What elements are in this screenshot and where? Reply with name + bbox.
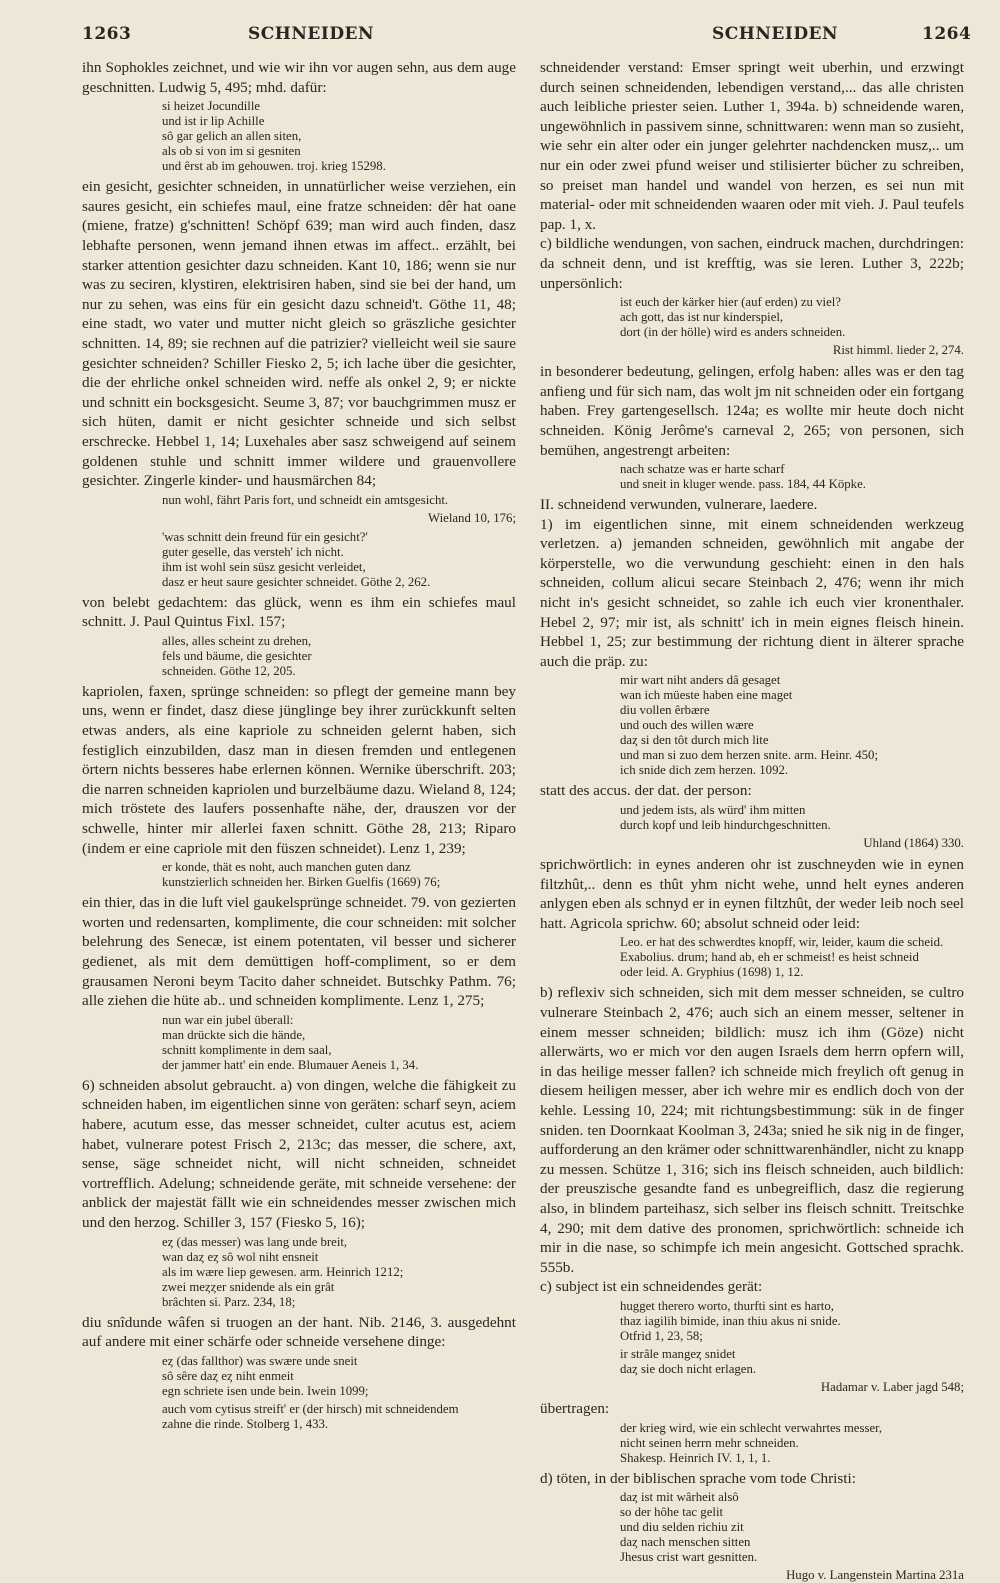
- entry-paragraph: diu snîdunde wâfen si truogen an der hant. Nib. 2146, 3. ausgedehnt auf andere mit einer schärfe oder schneide versehene dinge:: [82, 1313, 516, 1351]
- entry-paragraph: in besonderer bedeutung, gelingen, erfolg haben: alles was er den tag anfieng und für sich nam, das wolt jm nit schneiden oder ein fortgang haben. Frey gartengesellsch. 124a; es wollte mir heute doch nicht schneiden. König Jerôme's carneval 2, 265; von personen, sich bemühen, angestrengt arbeiten:: [540, 363, 964, 459]
- entry-paragraph: ein thier, das in die luft viel gaukelsprünge schneidet. 79. von gezierten worten und redensarten, komplimente, die cour schneiden: mit solcher belehrung des Senecæ, ist einem potentaten, vil besser und sicherer gedienet, als mit dem demüttigen hoff-compliment, so er dem grausamen Neroni beym Tacito daher schneidet. Butschky Pathm. 76; alle ziehen die hüte ab.. und schneiden komplimente. Lenz 1, 275;: [82, 894, 516, 1010]
- entry-paragraph: von belebt gedachtem: das glück, wenn es ihm ein schiefes maul schnitt. J. Paul Quintus Fixl. 157;: [82, 593, 516, 631]
- quotation: alles, alles scheint zu drehen, fels und bäume, die gesichter schneiden. Göthe 12, 205.: [162, 633, 312, 678]
- citation: Wieland 10, 176;: [428, 510, 516, 525]
- quotation: nun war ein jubel überall: man drückte sich die hände, schnitt komplimente in dem saal, der jammer hatt' ein ende. Blumauer Aeneis 1, 34.: [162, 1012, 419, 1072]
- entry-paragraph: kapriolen, faxen, sprünge schneiden: so pflegt der gemeine mann bey uns, wenn er findet, dasz diese jünglinge bey ihrer zurückkunft selten etwas anders, als eine kapriole zu schneiden gelernt haben, sich festiglich einzubilden, dasz man in diesen fremden und entlegenen örtern nichts besseres habe erlernen können. Wernike überschrift. 203; die narren schneiden kapriolen und burzelbäume dazu. Wieland 8, 124; mich tröstete des laufers possenhafte nähe, der, drauszen vor der schwelle, hinter mir allerlei faxen schnitt. Göthe 28, 213; Riparo (indem er eine capriole mit den füszen schneidet). Lenz 1, 239;: [82, 682, 516, 857]
- entry-paragraph: ein gesicht, gesichter schneiden, in unnatürlicher weise verziehen, ein saures gesicht, ein schiefes maul, eine fratze schneiden: dêr hat oane (miene, fratze) g'schnitten! Schöpf 639; man wird auch finden, dasz lebhafte personen, wenn jemand ihnen etwas im affect.. erzählt, bei starker attention gesichter dazu schneiden. Kant 10, 186; wenn sie nur was zu seciren, klystiren, elektrisiren haben, sind sie bei der hand, um nur zu sehen, was eins für ein gesicht dazu schneid't. Göthe 11, 48; eine stadt, wo vater und mutter nicht gleich so gräszliche gesichter schnitten. 14, 89; sie rechnen auf die patrizier? vielleicht weil sie saure gesichter schneiden? Schiller Fiesko 2, 5; ich lache über die gesichter, die der ehrliche onkel schneiden wird. neffe als onkel 2, 9; er nickte und schnitt ein bocksgesicht. Seume 3, 87; vor bauchgrimmen musz er sich hüten, damit er nicht gesichter schneide und sich selbst erschrecke. Hebbel 1, 14; Luxehales aber sasz schweigend auf seinem goldenen stuhle und schnitt immer wildere und grauenvollere gesichter. Zingerle kinder- und hausmärchen 84;: [82, 178, 516, 490]
- entry-paragraph: d) töten, in der biblischen sprache vom tode Christi:: [540, 1469, 856, 1487]
- citation: Hadamar v. Laber jagd 548;: [820, 1379, 964, 1394]
- quotation: mir wart niht anders dâ gesaget wan ich müeste haben eine maget diu vollen êrbære und ouch des willen wære daȥ si den tôt durch mich lite und man si zuo dem herzen snite. arm. Heinr. 450; ich snide dich zem herzen. 1092.: [620, 673, 879, 778]
- quotation: nach schatze was er harte scharf und sneit in kluger wende. pass. 184, 44 Köpke.: [620, 462, 866, 492]
- right-page-number: 1264: [922, 24, 972, 44]
- entry-paragraph: sprichwörtlich: in eynes anderen ohr ist zuschneyden wie in eynen filtzhût,.. denn es thût yhm nicht wehe, unnd helt eynes anderen anlygen eben als schnyd er in eynen filtzhût, der weder leib noch seel hatt. Agricola sprichw. 60; absolut schneid oder leid:: [540, 856, 964, 932]
- quotation: 'was schnitt dein freund für ein gesicht?' guter geselle, das versteh' ich nicht. ihm ist wohl sein süsz gesicht verleidet, dasz er heut saure gesichter schneidet. Göthe 2, 262.: [162, 529, 431, 589]
- entry-paragraph: b) reflexiv sich schneiden, sich mit dem messer schneiden, se cultro vulnerare Steinbach 2, 476; auch sich an einem messer, seltener in einem messer schneiden; bildlich: musz ich ihm (Göze) nicht allerwärts, wo er mich vor den augen Israels dem herrn opfern will, in das heilige messer fallen? ich schneide mich freylich oft genug in diesem heiligen messer, aber ich wehre mir es endlich doch von der kehle. Lessing 10, 224; mit richtungsbestimmung: sük in de finger sniden. ten Doornkaat Koolman 3, 243a; snied he sik nig in de finger, aufforderung an den krämer oder schnittwarenhändler, nicht zu knapp zu messen. Schütze 1, 316; sich ins fleisch schneiden, auch bildlich: der preuszische gesandte fand es unbegreiflich, dasz die regierung also, in blindem parteihasz, sich selber ins fleisch schnitt. Treitschke 4, 290; mit dem dative des pronomen, sprichwörtlich: schneide ich mir in die nase, so schimpfe ich mein angesicht. Gottsched sprachk. 555b.: [540, 984, 964, 1276]
- quotation: ir strâle mangeȥ snidet daȥ sie doch nicht erlagen.: [620, 1346, 757, 1376]
- entry-paragraph: 1) im eigentlichen sinne, mit einem schneidenden werkzeug verletzen. a) jemanden schneiden, gewöhnlich mit angabe der körperstelle, wo die verwundung geschieht: einen in den hals schneiden, collum alicui secare Steinbach 2, 476; wenn ihr mich nicht in's gesicht schneidet, so zahle ich euch vier kronenthaler. Hebel 2, 97; mir ist, als schnitt' ich in mein eignes fleisch hinein. Hebbel 1, 25; zur bestimmung der richtung dient in älterer sprache auch die präp. zu:: [540, 515, 964, 670]
- entry-paragraph: statt des accus. der dat. der person:: [540, 782, 752, 800]
- quotation: und jedem ists, als würd' ihm mitten durch kopf und leib hindurchgeschnitten.: [620, 803, 831, 833]
- quotation: ist euch der kärker hier (auf erden) zu viel? ach gott, das ist nur kinderspiel, dort (in der hölle) wird es anders schneiden.: [620, 295, 846, 340]
- right-column: [540, 58, 964, 1583]
- entry-paragraph: ihn Sophokles zeichnet, und wie wir ihn vor augen sehn, aus dem auge geschnitten. Ludwig 5, 495; mhd. dafür:: [82, 59, 516, 96]
- citation: Rist himml. lieder 2, 274.: [832, 343, 964, 358]
- quotation: eȥ (das messer) was lang unde breit, wan daȥ eȥ sô wol niht ensneit als im wære liep gewesen. arm. Heinrich 1212; zwei meȥȥer snidende als ein grât brâchten si. Parz. 234, 18;: [162, 1234, 404, 1309]
- entry-paragraph: 6) schneiden absolut gebraucht. a) von dingen, welche die fähigkeit zu schneiden haben, im eigentlichen sinne von geräten: scharf seyn, aciem habere, acutum esse, das messer schneidet, culter acutus est, aciem habet, vulnerare potest Frisch 2, 213c; das messer, die schere, axt, sense, säge schneidet nicht, will nicht schneiden, schneidet vortrefflich. Adelung; schneidende geräte, mit schneide versehene: der anblick der majestät fällt wie ein schneidendes messer zwischen mich und den herzog. Schiller 3, 157 (Fiesko 5, 16);: [82, 1076, 516, 1231]
- quotation: er konde, thät es noht, auch manchen guten danz kunstzierlich schneiden her. Birken Guelfis (1669) 76;: [162, 860, 441, 890]
- quotation: daȥ ist mit wârheit alsô so der hôhe tac gelit und diu selden richiu zit daȥ nach menschen sitten Jhesus crist wart gesnitten.: [620, 1490, 758, 1565]
- quotation: auch vom cytisus streift' er (der hirsch) mit schneidendem zahne die rinde. Stolberg 1, 433.: [162, 1401, 459, 1431]
- entry-paragraph: übertragen:: [540, 1399, 610, 1417]
- quotation: eȥ (das fallthor) was swære unde sneit sô sêre daȥ eȥ niht enmeit egn schriete isen unde bein. Iwein 1099;: [162, 1353, 369, 1398]
- page-header: [0, 24, 1000, 54]
- quotation: nun wohl, fährt Paris fort, und schneidt ein amtsgesicht.: [162, 492, 449, 507]
- citation: Hugo v. Langenstein Martina 231a: [786, 1568, 964, 1583]
- entry-paragraph: II. schneidend verwunden, vulnerare, laedere.: [540, 496, 818, 514]
- quotation: hugget therero worto, thurfti sint es harto, thaz iagilih bimide, inan thiu akus ni snide. Otfrid 1, 23, 58;: [620, 1298, 841, 1343]
- entry-paragraph: schneidender verstand: Emser springt weit uberhin, und erzwingt durch seinen schneidenden, lebendigen verstand,... das alle christen auch leibliche priester seien. Luther 1, 394a. b) schneidende waren, ungewöhnlich in passivem sinne, schnittwaren: wenn man so zusieht, wie sehr ein alter oder ein junger gelehrter nachdencken musz,.. um nur ein oder zwei pfund weiser und stilisierter bücher zu schreiben, so preiset man handel und wandel von herzen, es sei nun mit material- oder mit schneidenden waaren oder mit vieh. J. Paul teufels pap. 1, x.: [540, 59, 964, 233]
- quotation: si heizet Jocundille und ist ir lip Achille sô gar gelich an allen siten, als ob si von im si gesniten und êrst ab im gehouwen. troj. krieg 15298.: [162, 99, 386, 174]
- quotation: der krieg wird, wie ein schlecht verwahrtes messer, nicht seinen herrn mehr schneiden. Shakesp. Heinrich IV. 1, 1, 1.: [620, 1420, 883, 1465]
- left-headword: SCHNEIDEN: [248, 24, 375, 44]
- left-page-number: 1263: [82, 24, 132, 44]
- citation: Uhland (1864) 330.: [863, 836, 964, 851]
- entry-paragraph: c) bildliche wendungen, von sachen, eindruck machen, durchdringen: da schneit denn, und ist krefftig, was sie leren. Luther 3, 222b; unpersönlich:: [540, 235, 964, 292]
- right-headword: SCHNEIDEN: [712, 24, 839, 44]
- entry-paragraph: c) subject ist ein schneidendes gerät:: [540, 1278, 763, 1296]
- left-column: [82, 58, 516, 1518]
- quotation: Leo. er hat des schwerdtes knopff, wir, leider, kaum die scheid. Exabolius. drum; hand ab, eh er schmeist! es heist schneid oder leid. A. Gryphius (1698) 1, 12.: [620, 935, 944, 980]
